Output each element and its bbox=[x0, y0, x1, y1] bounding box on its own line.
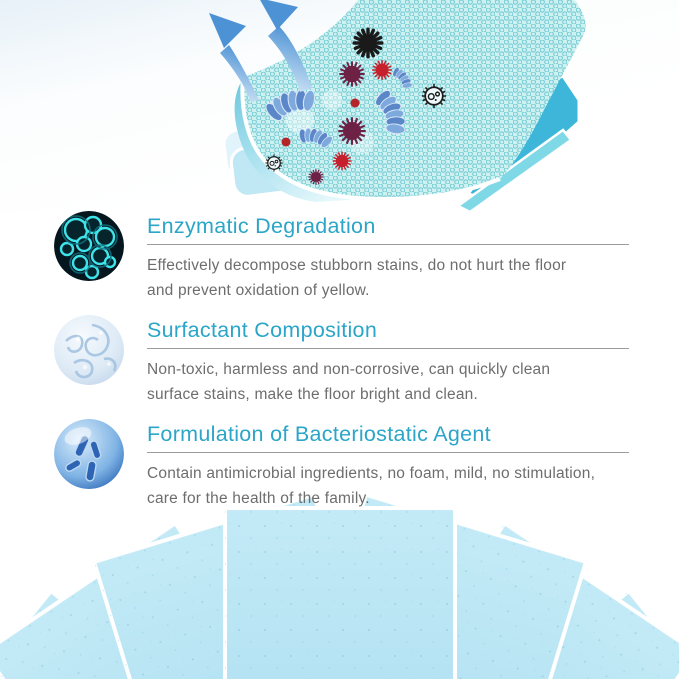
hero-illustration bbox=[0, 0, 679, 212]
feature-description-line: Contain antimicrobial ingredients, no foam, mild, no stimulation, bbox=[147, 465, 596, 482]
feature-row-surfactant bbox=[0, 309, 679, 413]
feature-list bbox=[0, 205, 679, 517]
feature-description-line: Non-toxic, harmless and non-corrosive, can quickly clean bbox=[147, 361, 551, 378]
red-spiky-virus-icon bbox=[333, 152, 352, 171]
surfactant-bubble-icon bbox=[54, 315, 124, 385]
enzyme-microscope-icon bbox=[54, 211, 124, 281]
feature-text bbox=[147, 309, 647, 407]
fan-sheets bbox=[0, 495, 679, 679]
feature-text bbox=[147, 205, 647, 303]
red-microbe-dot bbox=[282, 138, 291, 147]
sheet-fan-image bbox=[0, 493, 679, 679]
bubble bbox=[322, 90, 342, 110]
maroon-urchin-virus-icon bbox=[338, 117, 366, 145]
feature-title: Surfactant Composition bbox=[147, 318, 378, 342]
maroon-urchin-virus-icon bbox=[308, 169, 323, 184]
maroon-urchin-virus-icon bbox=[339, 61, 364, 86]
feature-divider bbox=[147, 348, 629, 349]
outlined-cartoon-germ-icon bbox=[265, 154, 282, 171]
red-spiky-virus-icon bbox=[372, 60, 392, 80]
feature-row-enzymatic bbox=[0, 205, 679, 309]
feature-divider bbox=[147, 244, 629, 245]
outlined-cartoon-germ-icon bbox=[422, 84, 446, 108]
feature-description-line: surface stains, make the floor bright and clean. bbox=[147, 386, 478, 403]
red-microbe-dot bbox=[351, 99, 360, 108]
feature-title: Enzymatic Degradation bbox=[147, 214, 376, 238]
sheet-fan bbox=[0, 493, 679, 679]
feature-description-line: and prevent oxidation of yellow. bbox=[147, 282, 370, 299]
feature-description-line: Effectively decompose stubborn stains, do not hurt the floor bbox=[147, 257, 567, 274]
cleaning-sheet-lift-illustration bbox=[0, 0, 679, 212]
feature-row-bacteriostatic bbox=[0, 413, 679, 517]
bacteriostatic-sphere-icon bbox=[54, 419, 124, 489]
feature-text bbox=[147, 413, 647, 511]
black-spiky-virus-icon bbox=[354, 29, 382, 57]
feature-description-line: care for the health of the family. bbox=[147, 490, 370, 507]
feature-title: Formulation of Bacteriostatic Agent bbox=[147, 422, 491, 446]
feature-divider bbox=[147, 452, 629, 453]
